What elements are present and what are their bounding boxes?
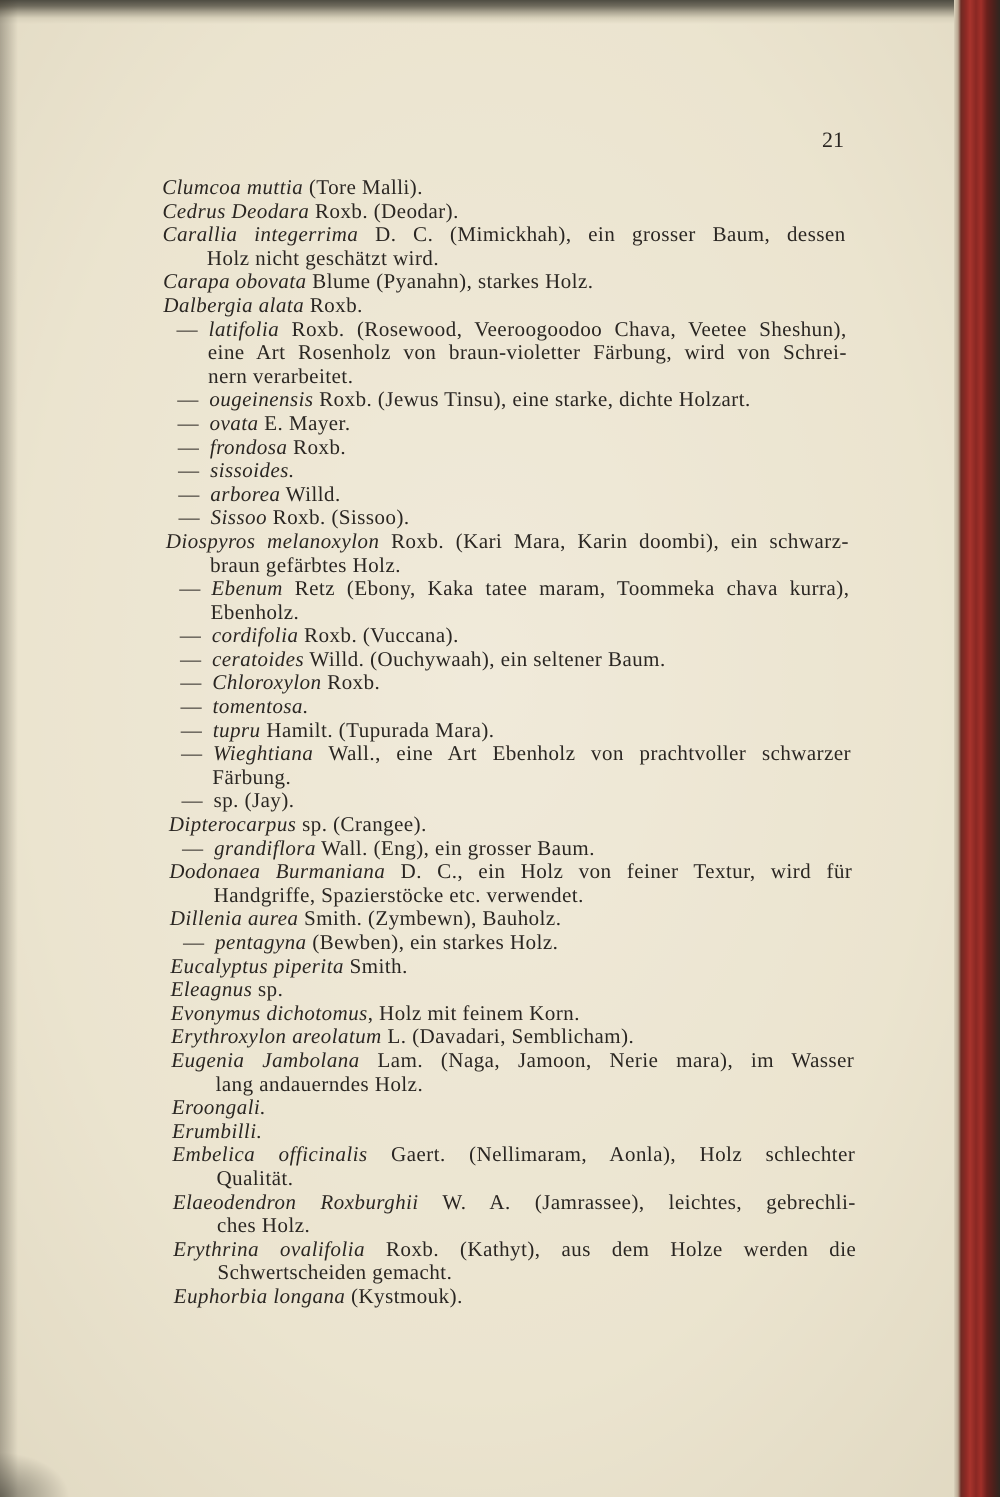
continuation-line: eine Art Rosenholz von braun-violetter Färbung, wird von Schrei- [207,340,847,365]
entry-description: Lam. (Naga, Jamoon, Nerie mara), im Wasser [377,1047,855,1072]
index-entry [167,624,850,648]
index-entry [168,742,851,789]
species-name: Erumbilli. [171,1118,263,1143]
entry-first-line [171,1002,854,1026]
entry-description: Roxb. (Deodar). [314,198,459,223]
page-top-edge [0,0,958,24]
continuation-line: Schwertscheiden gemacht. [217,1260,453,1285]
index-entry [169,860,852,907]
entry-description: (Bewben), ein starkes Holz. [312,930,559,954]
species-name: frondosa [209,434,288,459]
species-name: sissoides. [209,458,295,483]
species-name: Dodonaea Burmaniana [169,859,386,884]
entry-first-line [162,200,845,224]
index-entry [162,176,845,200]
entry-description: Roxb. (Rosewood, Veeroogoodoo Chava, Veetee Sheshun), [291,316,847,341]
entry-first-line [173,1238,856,1262]
entry-first-line [163,318,846,342]
ditto-dash: — [180,670,202,695]
entry-description: L. (Davadari, Semblicham). [387,1024,635,1049]
continuation-line: Holz nicht geschätzt wird. [206,245,440,270]
ditto-dash: — [181,788,204,813]
species-name: Cedrus Deodara [162,198,310,223]
index-entry [171,1002,854,1026]
entry-description: Willd. (Ouchywaah), ein seltener Baum. [309,646,666,671]
page-gutter-shadow [0,0,18,1497]
species-name: Carapa obovata [162,269,307,294]
species-name: Evonymus dichotomus [170,1000,368,1025]
entry-first-line [170,931,853,955]
entry-first-line [170,978,853,1002]
continuation-line: nern verarbeitet. [207,363,354,388]
species-name: ougeinensis [209,387,314,412]
index-entry [165,436,848,460]
species-name: Elaeodendron Roxburghii [172,1189,419,1214]
entry-first-line [165,436,848,460]
ditto-dash: — [180,717,203,742]
entry-first-line [169,813,852,837]
entry-description: sp. (Jay). [213,788,295,813]
ditto-dash: — [176,316,199,341]
index-entry [163,270,846,294]
entry-description: , Holz mit feinem Korn. [367,1000,580,1025]
ditto-dash: — [178,505,201,530]
entry-description: Hamilt. (Tupurada Mara). [266,717,495,742]
species-name: Embelica officinalis [172,1142,368,1167]
index-entry [164,412,847,436]
entry-first-line [164,388,847,412]
index-entry [165,506,848,530]
species-name: Clumcoa muttia [161,175,304,199]
continuation-line: Qualität. [216,1165,294,1190]
ditto-dash: — [179,623,202,648]
index-entry [170,955,853,979]
index-entry [173,1191,856,1238]
entry-description: Roxb. (Kathyt), aus dem Holze werden die [385,1236,857,1261]
index-entry [169,813,852,837]
index-entry [170,978,853,1002]
entry-first-line [165,506,848,530]
index-entry [165,483,848,507]
ditto-dash: — [181,835,204,860]
continuation-line: braun gefärbtes Holz. [209,552,401,577]
entry-description: Smith. [349,953,408,978]
species-name: Eucalyptus piperita [170,953,345,978]
species-name: Dipterocarpus [168,812,297,837]
entry-first-line [169,837,852,861]
species-name: tomentosa. [212,694,309,719]
entry-first-line [162,223,845,247]
entry-first-line [174,1285,857,1309]
species-name: Erythrina ovalifolia [173,1236,366,1261]
entry-first-line [166,577,849,601]
species-name: Carallia integerrima [162,222,359,247]
ditto-dash: — [177,434,200,459]
continuation-line: Ebenholz. [210,599,300,624]
entry-first-line [168,742,851,766]
species-name: arborea [210,481,281,506]
entry-first-line [167,624,850,648]
continuation-line: ches Holz. [216,1213,311,1238]
species-list [162,176,857,1309]
index-entry [172,1096,855,1120]
index-entry [162,223,845,270]
index-entry [164,388,847,412]
index-entry [166,577,849,624]
index-entry [167,671,850,695]
index-entry [165,459,848,483]
entry-description: Roxb. [292,434,347,459]
entry-first-line [167,695,850,719]
species-name: pentagyna [214,930,307,954]
entry-description: Retz (Ebony, Kaka tatee maram, Toommeka chava kurra), [294,576,850,601]
entry-description: D. C. (Mimickhah), ein grosser Baum, dessen [374,222,846,247]
entry-first-line [170,955,853,979]
entry-description: sp. (Crangee). [301,812,427,837]
index-entry [169,837,852,861]
ditto-dash: — [179,646,202,671]
ditto-dash: — [177,387,199,412]
entry-first-line [165,483,848,507]
index-entry [167,648,850,672]
entry-first-line [172,1096,855,1120]
entry-description: Gaert. (Nellimaram, Aonla), Holz schlechter [390,1142,856,1167]
entry-description: W. A. (Jamrassee), leichtes, gebrechli- [442,1189,856,1214]
continuation-line: Handgriffe, Spazierstöcke etc. verwendet. [213,882,584,907]
entry-description: D. C., ein Holz von feiner Textur, wird für [400,859,853,884]
entry-description: Blume (Pyanahn), starkes Holz. [312,269,594,294]
entry-first-line [173,1191,856,1215]
index-entry [163,318,847,389]
ditto-dash: — [177,410,200,435]
index-entry [173,1238,856,1285]
index-entry [170,931,853,955]
index-entry [162,200,845,224]
species-name: Eleagnus [170,977,253,1002]
book-cover-edge [954,0,1000,1497]
index-entry [168,719,851,743]
entry-first-line [167,671,850,695]
species-name: Dalbergia alata [163,292,305,317]
index-entry [168,789,851,813]
entry-description: Wall., eine Art Ebenholz von prachtvoller schwarzer [328,741,852,766]
entry-description: Wall. (Eng), ein grosser Baum. [321,835,595,860]
entry-description: Willd. [285,481,341,506]
entry-first-line [172,1143,855,1167]
continuation-line: lang andauerndes Holz. [215,1071,424,1096]
entry-description: Roxb. (Kari Mara, Karin doombi), ein schwarz- [390,528,849,553]
index-entry [171,1049,854,1096]
index-entry [172,1143,855,1190]
entry-first-line [171,1049,854,1073]
entry-description: (Kystmouk). [350,1283,463,1308]
species-name: Chloroxylon [212,670,322,695]
species-name: Dillenia aurea [169,906,299,931]
species-name: Eroongali. [171,1095,267,1120]
continuation-line: Färbung. [212,764,292,789]
entry-first-line [168,789,851,813]
species-name: Ebenum [211,576,283,601]
species-name: Wieghtiana [212,741,314,766]
species-name: tupru [212,717,261,742]
page-corner-shadow [0,1452,70,1497]
entry-first-line [165,459,848,483]
ditto-dash: — [179,576,201,601]
page-number: 21 [822,127,844,152]
species-name: Eugenia Jambolana [171,1047,360,1072]
ditto-dash: — [182,930,205,954]
entry-first-line [172,1120,855,1144]
species-name: latifolia [208,316,280,341]
entry-description: Roxb. (Sissoo). [272,505,410,530]
entry-first-line [167,648,850,672]
entry-description: Roxb. (Jewus Tinsu), eine starke, dichte Holzart. [319,387,751,412]
index-entry [171,1025,854,1049]
species-name: ceratoides [211,646,305,671]
index-entry [174,1285,857,1309]
index-entry [166,530,849,577]
entry-first-line [164,412,847,436]
species-name: Erythroxylon areolatum [170,1024,382,1049]
index-entry [172,1120,855,1144]
ditto-dash: — [178,481,200,506]
entry-description: sp. [257,977,284,1002]
entry-description: Roxb. [309,292,363,317]
entry-first-line [170,907,853,931]
entry-first-line [163,270,846,294]
entry-description: Smith. (Zymbewn), Bauholz. [303,906,562,931]
species-name: grandiflora [213,835,316,860]
species-name: Euphorbia longana [173,1283,346,1308]
index-entry [163,294,846,318]
entry-first-line [162,176,845,200]
species-name: Diospyros melanoxylon [165,528,380,553]
ditto-dash: — [180,741,203,766]
index-entry [170,907,853,931]
species-name: ovata [209,410,259,435]
entry-first-line [163,294,846,318]
entry-first-line [171,1025,854,1049]
entry-description: Roxb. [327,670,381,695]
entry-description: Roxb. (Vuccana). [303,623,459,648]
entry-description: E. Mayer. [264,410,351,435]
species-name: cordifolia [211,623,299,648]
entry-description: (Tore Malli). [308,175,424,199]
ditto-dash: — [180,694,203,719]
entry-first-line [169,860,852,884]
species-name: Sissoo [210,505,268,530]
index-entry [167,695,850,719]
entry-first-line [166,530,849,554]
ditto-dash: — [177,458,200,483]
entry-first-line [168,719,851,743]
